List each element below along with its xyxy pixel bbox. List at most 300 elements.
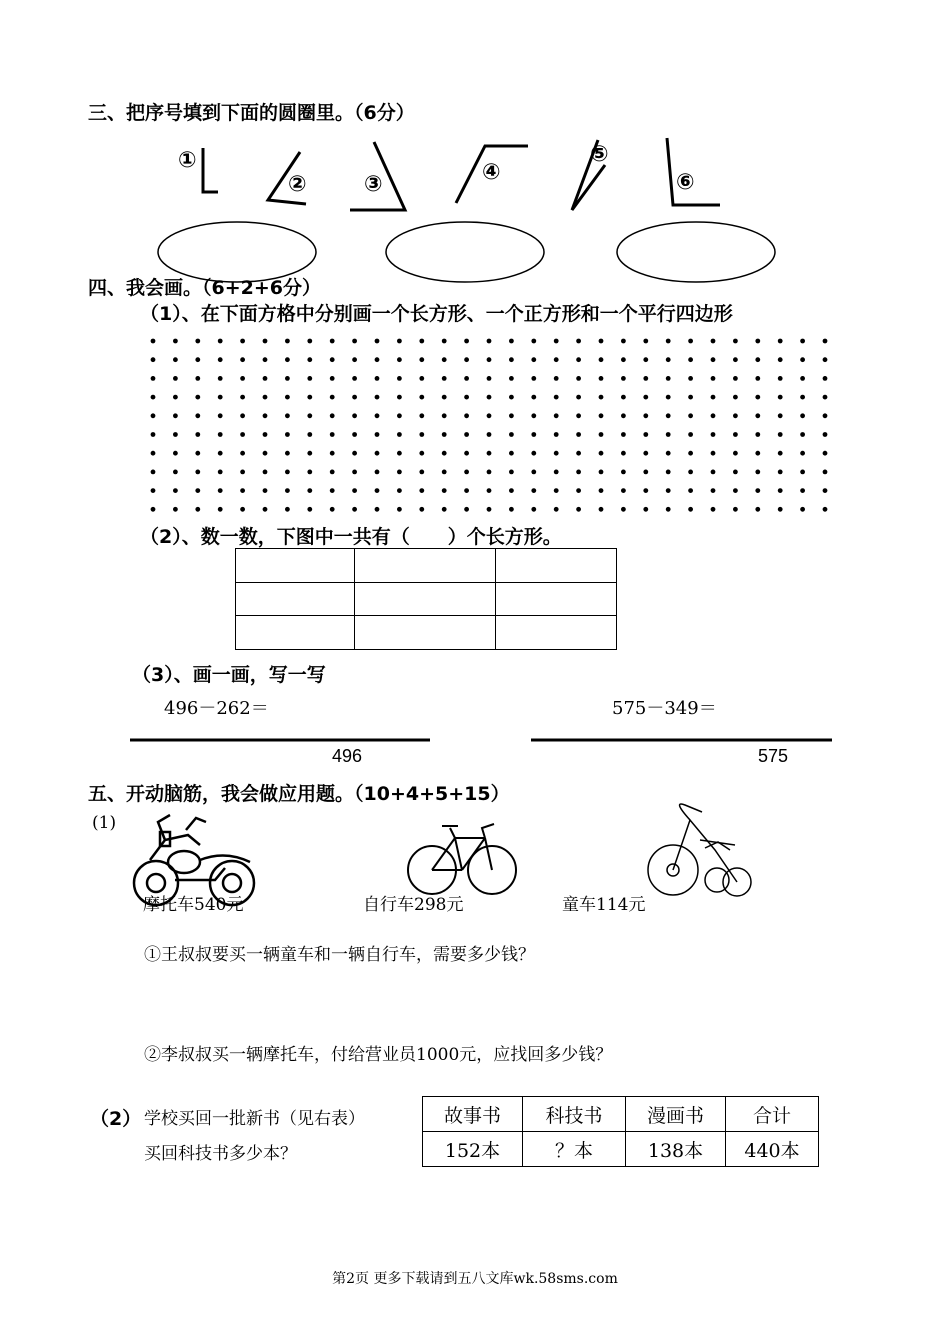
grid-dot bbox=[263, 432, 268, 437]
grid-dot bbox=[307, 376, 312, 381]
grid-dot bbox=[307, 432, 312, 437]
grid-dot bbox=[195, 357, 200, 362]
grid-dot bbox=[419, 507, 424, 512]
grid-dot bbox=[330, 413, 335, 418]
grid-dot bbox=[643, 357, 648, 362]
grid-dot bbox=[285, 507, 290, 512]
section5-sub1: ①王叔叔要买一辆童车和一辆自行车，需要多少钱？ bbox=[144, 945, 535, 965]
grid-dot bbox=[554, 432, 559, 437]
figure-number-5: ⑤ bbox=[590, 142, 609, 167]
grid-dot bbox=[800, 395, 805, 400]
grid-dot bbox=[151, 488, 156, 493]
grid-dot bbox=[487, 395, 492, 400]
section5-sub2: ②李叔叔买一辆摩托车，付给营业员1000元，应找回多少钱？ bbox=[144, 1045, 613, 1065]
grid-dot bbox=[599, 432, 604, 437]
answer-oval-2[interactable] bbox=[386, 222, 544, 282]
grid-dot bbox=[576, 413, 581, 418]
grid-dot bbox=[240, 488, 245, 493]
grid-dot bbox=[173, 413, 178, 418]
grid-dot bbox=[621, 339, 626, 344]
section4-q2: （2）、数一数，下图中一共有（ ）个长方形。 bbox=[140, 526, 562, 548]
grid-dot bbox=[778, 488, 783, 493]
grid-dot bbox=[375, 432, 380, 437]
grid-dot bbox=[263, 451, 268, 456]
book-table-header: 合计 bbox=[726, 1097, 819, 1132]
grid-dot bbox=[419, 488, 424, 493]
grid-dot bbox=[173, 395, 178, 400]
grid-dot bbox=[576, 488, 581, 493]
grid-dot bbox=[419, 432, 424, 437]
grid-dot bbox=[509, 507, 514, 512]
grid-dot bbox=[487, 357, 492, 362]
grid-dot bbox=[733, 488, 738, 493]
grid-dot bbox=[442, 470, 447, 475]
grid-dot bbox=[800, 376, 805, 381]
grid-dot bbox=[218, 357, 223, 362]
grid-dot bbox=[778, 339, 783, 344]
grid-dot bbox=[330, 507, 335, 512]
grid-dot bbox=[755, 357, 760, 362]
grid-dot bbox=[688, 470, 693, 475]
grid-dot bbox=[397, 507, 402, 512]
grid-dot bbox=[509, 376, 514, 381]
grid-dot bbox=[240, 413, 245, 418]
grid-dot bbox=[195, 470, 200, 475]
grid-dot bbox=[621, 357, 626, 362]
grid-dot bbox=[733, 432, 738, 437]
grid-dot bbox=[151, 470, 156, 475]
grid-dot bbox=[688, 507, 693, 512]
book-table-value-row bbox=[423, 1132, 819, 1167]
grid-dot bbox=[531, 507, 536, 512]
grid-dot bbox=[173, 451, 178, 456]
grid-dot bbox=[151, 432, 156, 437]
grid-dot bbox=[151, 376, 156, 381]
grid-dot bbox=[285, 395, 290, 400]
grid-dot bbox=[823, 357, 828, 362]
grid-dot bbox=[375, 376, 380, 381]
grid-dot bbox=[173, 376, 178, 381]
section5-q2-line2: 买回科技书多少本？ bbox=[144, 1144, 297, 1164]
grid-dot bbox=[621, 413, 626, 418]
grid-dot bbox=[487, 413, 492, 418]
grid-dot bbox=[643, 451, 648, 456]
grid-dot bbox=[666, 395, 671, 400]
grid-dot bbox=[599, 413, 604, 418]
grid-dot bbox=[621, 432, 626, 437]
section5-q2-label: （2） bbox=[90, 1108, 142, 1130]
grid-dot bbox=[397, 488, 402, 493]
grid-dot bbox=[778, 395, 783, 400]
grid-dot bbox=[643, 413, 648, 418]
grid-dot bbox=[688, 376, 693, 381]
grid-dot bbox=[442, 357, 447, 362]
grid-dot bbox=[240, 339, 245, 344]
grid-dot bbox=[711, 488, 716, 493]
grid-dot bbox=[509, 339, 514, 344]
grid-dot bbox=[464, 357, 469, 362]
grid-dot bbox=[330, 357, 335, 362]
book-table-header: 科技书 bbox=[523, 1097, 626, 1132]
grid-dot bbox=[487, 376, 492, 381]
tricycle-icon bbox=[648, 804, 751, 896]
grid-dot bbox=[711, 413, 716, 418]
grid-dot bbox=[666, 339, 671, 344]
grid-dot bbox=[800, 357, 805, 362]
grid-dot bbox=[442, 376, 447, 381]
grid-dot bbox=[554, 395, 559, 400]
grid-dot bbox=[263, 488, 268, 493]
grid-dot bbox=[285, 451, 290, 456]
grid-dot bbox=[823, 451, 828, 456]
grid-dot bbox=[218, 451, 223, 456]
angle-figure-1 bbox=[203, 148, 218, 192]
grid-dot bbox=[352, 432, 357, 437]
section5-q2-line1: 学校买回一批新书（见右表） bbox=[144, 1109, 365, 1129]
grid-dot bbox=[755, 507, 760, 512]
grid-dot bbox=[240, 432, 245, 437]
grid-dot bbox=[554, 357, 559, 362]
grid-dot bbox=[397, 470, 402, 475]
grid-dot bbox=[711, 357, 716, 362]
grid-dot bbox=[711, 432, 716, 437]
grid-dot bbox=[688, 357, 693, 362]
grid-dot bbox=[800, 413, 805, 418]
grid-dot bbox=[755, 451, 760, 456]
grid-dot bbox=[554, 470, 559, 475]
grid-dot bbox=[352, 451, 357, 456]
grid-dot bbox=[666, 357, 671, 362]
grid-dot bbox=[285, 413, 290, 418]
grid-dot bbox=[151, 413, 156, 418]
grid-dot bbox=[509, 413, 514, 418]
grid-dot bbox=[330, 376, 335, 381]
grid-dot bbox=[218, 470, 223, 475]
grid-dot bbox=[509, 488, 514, 493]
grid-dot bbox=[733, 376, 738, 381]
grid-dot bbox=[263, 507, 268, 512]
grid-dot bbox=[173, 357, 178, 362]
number-line-label-1: 496 bbox=[332, 746, 363, 766]
grid-dot bbox=[576, 451, 581, 456]
bicycle-icon bbox=[408, 824, 516, 894]
grid-dot bbox=[531, 451, 536, 456]
section4-q1: （1）、在下面方格中分别画一个长方形、一个正方形和一个平行四边形 bbox=[140, 303, 733, 325]
grid-dot bbox=[711, 470, 716, 475]
section4-title: 四、我会画。（6+2+6分） bbox=[88, 277, 322, 299]
grid-dot bbox=[285, 470, 290, 475]
grid-dot bbox=[688, 451, 693, 456]
grid-dot bbox=[576, 339, 581, 344]
grid-dot bbox=[621, 470, 626, 475]
figure-number-3: ③ bbox=[364, 172, 383, 197]
grid-dot bbox=[733, 470, 738, 475]
grid-dot bbox=[442, 339, 447, 344]
number-line-label-2: 575 bbox=[758, 746, 789, 766]
expression-1: 496－262＝ bbox=[164, 698, 269, 719]
grid-dot bbox=[151, 451, 156, 456]
grid-dot bbox=[464, 488, 469, 493]
grid-dot bbox=[330, 339, 335, 344]
grid-dot bbox=[823, 413, 828, 418]
grid-dot bbox=[330, 488, 335, 493]
grid-dot bbox=[576, 507, 581, 512]
grid-dot bbox=[666, 507, 671, 512]
grid-dot bbox=[464, 451, 469, 456]
grid-dot bbox=[778, 507, 783, 512]
grid-dot bbox=[531, 357, 536, 362]
grid-dot bbox=[195, 376, 200, 381]
grid-dot bbox=[352, 357, 357, 362]
grid-dot bbox=[733, 413, 738, 418]
grid-dot bbox=[711, 451, 716, 456]
grid-dot bbox=[330, 470, 335, 475]
book-table-header: 漫画书 bbox=[626, 1097, 726, 1132]
answer-oval-3[interactable] bbox=[617, 222, 775, 282]
grid-dot bbox=[643, 488, 648, 493]
grid-dot bbox=[195, 339, 200, 344]
grid-dot bbox=[397, 339, 402, 344]
grid-dot bbox=[352, 413, 357, 418]
grid-dot bbox=[397, 432, 402, 437]
grid-dot bbox=[263, 339, 268, 344]
grid-dot bbox=[778, 376, 783, 381]
grid-dot bbox=[375, 339, 380, 344]
grid-dot bbox=[285, 376, 290, 381]
grid-dot bbox=[599, 488, 604, 493]
grid-dot bbox=[285, 357, 290, 362]
grid-dot bbox=[195, 507, 200, 512]
grid-dot bbox=[375, 451, 380, 456]
grid-dot bbox=[375, 395, 380, 400]
page-footer: 第2页 更多下载请到五八文库wk.58sms.com bbox=[332, 1271, 618, 1287]
grid-dot bbox=[666, 470, 671, 475]
grid-dot bbox=[352, 395, 357, 400]
grid-dot bbox=[263, 357, 268, 362]
grid-dot bbox=[487, 432, 492, 437]
grid-dot bbox=[151, 357, 156, 362]
grid-dot bbox=[263, 395, 268, 400]
grid-dot bbox=[643, 507, 648, 512]
grid-dot bbox=[531, 470, 536, 475]
grid-dot bbox=[307, 451, 312, 456]
grid-dot bbox=[352, 507, 357, 512]
grid-dot bbox=[576, 357, 581, 362]
section3-title: 三、把序号填到下面的圆圈里。（6分） bbox=[88, 102, 415, 124]
grid-dot bbox=[599, 339, 604, 344]
grid-dot bbox=[823, 470, 828, 475]
grid-dot bbox=[599, 470, 604, 475]
grid-dot bbox=[576, 432, 581, 437]
grid-dot bbox=[800, 488, 805, 493]
grid-dot bbox=[307, 339, 312, 344]
grid-dot bbox=[755, 470, 760, 475]
grid-dot bbox=[464, 432, 469, 437]
book-table-header-row bbox=[423, 1097, 819, 1132]
grid-dot bbox=[263, 376, 268, 381]
grid-dot bbox=[307, 395, 312, 400]
grid-dot bbox=[240, 507, 245, 512]
grid-dot bbox=[397, 413, 402, 418]
grid-dot bbox=[733, 357, 738, 362]
grid-dot bbox=[643, 470, 648, 475]
grid-dot bbox=[173, 488, 178, 493]
grid-dot bbox=[240, 470, 245, 475]
item-price-tricycle: 童车114元 bbox=[562, 895, 646, 915]
item-price-motorcycle: 摩托车540元 bbox=[143, 895, 244, 915]
grid-dot bbox=[711, 507, 716, 512]
grid-dot bbox=[733, 395, 738, 400]
grid-dot bbox=[464, 507, 469, 512]
grid-dot bbox=[419, 339, 424, 344]
grid-dot bbox=[151, 339, 156, 344]
grid-dot bbox=[599, 357, 604, 362]
figure-number-6: ⑥ bbox=[676, 170, 695, 195]
item-price-bicycle: 自行车298元 bbox=[363, 895, 464, 915]
grid-dot bbox=[375, 507, 380, 512]
grid-dot bbox=[755, 339, 760, 344]
grid-dot bbox=[419, 413, 424, 418]
grid-dot bbox=[531, 376, 536, 381]
grid-dot bbox=[688, 395, 693, 400]
grid-dot bbox=[307, 357, 312, 362]
grid-dot bbox=[352, 488, 357, 493]
book-table-header: 故事书 bbox=[423, 1097, 523, 1132]
grid-dot bbox=[330, 432, 335, 437]
book-table-cell: 152本 bbox=[423, 1132, 523, 1167]
grid-dot bbox=[711, 376, 716, 381]
grid-dot bbox=[487, 470, 492, 475]
grid-dot bbox=[195, 432, 200, 437]
grid-dot bbox=[778, 432, 783, 437]
grid-dot bbox=[823, 395, 828, 400]
grid-dot bbox=[800, 339, 805, 344]
grid-dot bbox=[375, 357, 380, 362]
grid-dot bbox=[240, 395, 245, 400]
grid-dot bbox=[419, 451, 424, 456]
grid-dot bbox=[442, 413, 447, 418]
grid-dot bbox=[218, 376, 223, 381]
grid-dot bbox=[755, 432, 760, 437]
grid-dot bbox=[733, 451, 738, 456]
grid-dot bbox=[151, 507, 156, 512]
figure-number-4: ④ bbox=[482, 160, 501, 185]
grid-dot bbox=[464, 395, 469, 400]
grid-dot bbox=[643, 376, 648, 381]
grid-dot bbox=[240, 451, 245, 456]
book-table-cell[interactable]: ？本 bbox=[523, 1132, 626, 1167]
grid-dot bbox=[778, 413, 783, 418]
grid-dot bbox=[576, 395, 581, 400]
grid-dot bbox=[509, 395, 514, 400]
grid-dot bbox=[621, 488, 626, 493]
grid-dot bbox=[218, 339, 223, 344]
grid-dot bbox=[487, 339, 492, 344]
grid-dot bbox=[599, 451, 604, 456]
grid-dot bbox=[442, 488, 447, 493]
grid-dot bbox=[554, 413, 559, 418]
grid-dot bbox=[666, 432, 671, 437]
grid-dot bbox=[419, 395, 424, 400]
grid-dot bbox=[554, 488, 559, 493]
book-table-cell: 440本 bbox=[726, 1132, 819, 1167]
grid-dot bbox=[419, 470, 424, 475]
grid-dot bbox=[487, 488, 492, 493]
grid-dot bbox=[173, 432, 178, 437]
grid-dot bbox=[823, 376, 828, 381]
grid-dot bbox=[800, 470, 805, 475]
grid-dot bbox=[823, 507, 828, 512]
grid-dot bbox=[240, 357, 245, 362]
grid-dot bbox=[733, 507, 738, 512]
grid-dot bbox=[599, 376, 604, 381]
grid-dot bbox=[688, 413, 693, 418]
grid-dot bbox=[711, 395, 716, 400]
grid-dot bbox=[599, 507, 604, 512]
grid-dot bbox=[151, 395, 156, 400]
grid-dot bbox=[643, 432, 648, 437]
grid-dot bbox=[285, 432, 290, 437]
grid-dot bbox=[800, 507, 805, 512]
expression-2: 575－349＝ bbox=[612, 698, 717, 719]
grid-dot bbox=[263, 470, 268, 475]
grid-dot bbox=[643, 395, 648, 400]
grid-dot bbox=[442, 395, 447, 400]
grid-dot bbox=[688, 488, 693, 493]
grid-dot bbox=[643, 339, 648, 344]
grid-dot bbox=[531, 339, 536, 344]
grid-dot bbox=[173, 339, 178, 344]
grid-dot bbox=[397, 357, 402, 362]
grid-dot bbox=[800, 451, 805, 456]
book-table bbox=[422, 1096, 819, 1167]
grid-dot bbox=[195, 395, 200, 400]
grid-dot bbox=[240, 376, 245, 381]
grid-dot bbox=[375, 488, 380, 493]
dot-grid[interactable] bbox=[151, 339, 828, 512]
grid-dot bbox=[173, 507, 178, 512]
grid-dot bbox=[621, 451, 626, 456]
grid-dot bbox=[666, 488, 671, 493]
grid-dot bbox=[352, 376, 357, 381]
grid-dot bbox=[464, 376, 469, 381]
grid-dot bbox=[442, 507, 447, 512]
grid-dot bbox=[823, 488, 828, 493]
grid-dot bbox=[195, 451, 200, 456]
grid-dot bbox=[554, 507, 559, 512]
grid-dot bbox=[352, 339, 357, 344]
grid-dot bbox=[531, 488, 536, 493]
grid-dot bbox=[330, 395, 335, 400]
grid-dot bbox=[307, 488, 312, 493]
grid-dot bbox=[330, 451, 335, 456]
grid-dot bbox=[464, 413, 469, 418]
grid-dot bbox=[285, 488, 290, 493]
grid-dot bbox=[464, 339, 469, 344]
grid-dot bbox=[464, 470, 469, 475]
grid-dot bbox=[419, 376, 424, 381]
grid-dot bbox=[778, 451, 783, 456]
grid-dot bbox=[531, 413, 536, 418]
grid-dot bbox=[666, 376, 671, 381]
grid-dot bbox=[487, 507, 492, 512]
grid-dot bbox=[397, 451, 402, 456]
grid-dot bbox=[218, 395, 223, 400]
grid-dot bbox=[509, 451, 514, 456]
grid-dot bbox=[285, 339, 290, 344]
grid-dot bbox=[195, 413, 200, 418]
grid-dot bbox=[733, 339, 738, 344]
